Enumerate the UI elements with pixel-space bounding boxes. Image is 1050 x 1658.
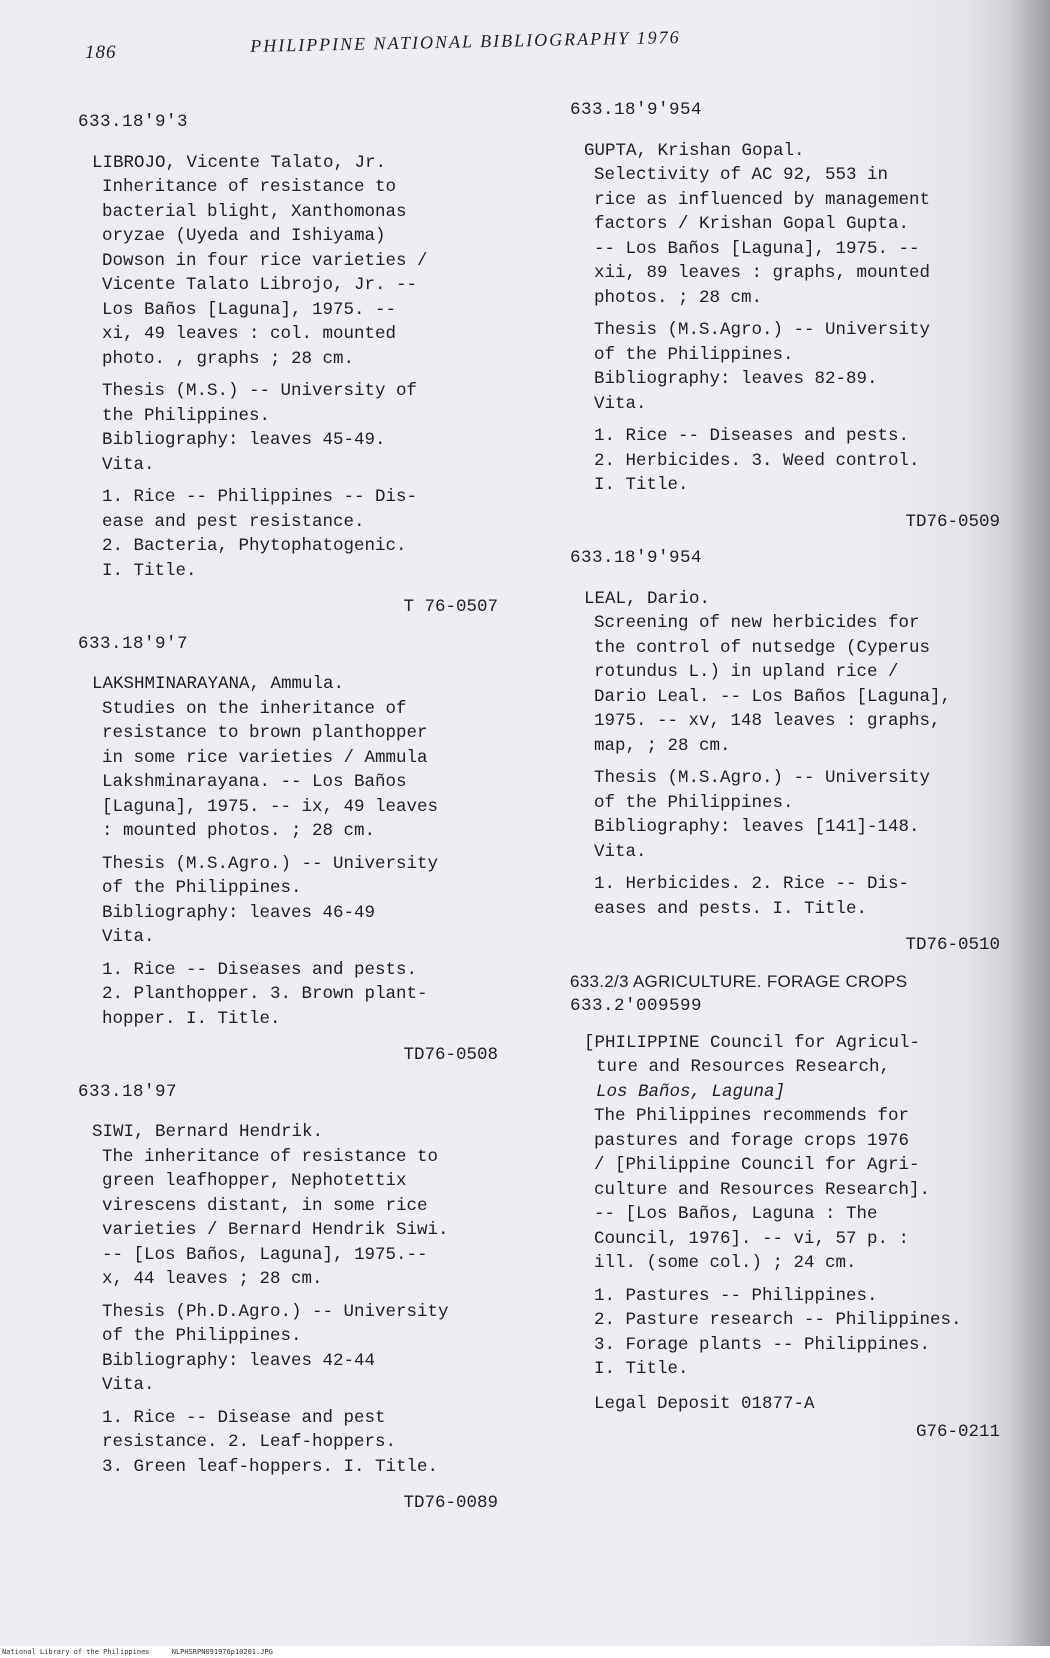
notes [102, 852, 508, 950]
notes [594, 318, 1010, 416]
subject-line: 1. Rice -- Philippines -- Dis- [102, 487, 418, 507]
subject-line: 3. Green leaf-hoppers. I. Title. [102, 1456, 439, 1477]
subject-line: 2. Bacteria, Phytophatogenic. [102, 536, 407, 556]
note-line: Bibliography: leaves 42-44 [102, 1350, 376, 1371]
legal-deposit: Legal Deposit 01877-A [594, 1393, 815, 1414]
title-line: The inheritance of resistance to [102, 1146, 439, 1167]
entry-heading: LIBROJO, Vicente Talato, Jr. [92, 152, 387, 173]
right-column [570, 98, 1010, 1457]
record-id: T 76-0507 [403, 597, 498, 617]
note-line: Thesis (M.S.Agro.) -- University [594, 320, 931, 340]
subject-line: I. Title. [594, 475, 689, 495]
subject-line: ease and pest resistance. [102, 511, 365, 532]
title-line: Lakshminarayana. -- Los Baños [102, 772, 407, 792]
title-line: in some rice varieties / Ammula [102, 747, 428, 768]
title-line: xi, 49 leaves : col. mounted [102, 324, 397, 344]
subject-line: I. Title. [102, 560, 197, 581]
entry-heading: GUPTA, Krishan Gopal. [584, 140, 805, 161]
subject-line: 1. Pastures -- Philippines. [594, 1285, 878, 1306]
note-line: Vita. [594, 841, 647, 862]
title-line: x, 44 leaves ; 28 cm. [102, 1269, 323, 1289]
title-statement [102, 1145, 508, 1292]
title-line: bacterial blight, Xanthomonas [102, 201, 407, 222]
footer-strip [0, 1646, 1050, 1658]
catalog-entry [78, 632, 508, 1068]
title-line: -- Los Baños [Laguna], 1975. -- [594, 238, 920, 259]
title-line: varieties / Bernard Hendrik Siwi. [102, 1220, 449, 1240]
footer-file-name: NLPHSRPN091976p10201.JPG [171, 1648, 273, 1656]
catalog-entry [570, 546, 1010, 958]
record-id: TD76-0508 [403, 1045, 498, 1065]
subject-line: resistance. 2. Leaf-hoppers. [102, 1432, 397, 1452]
title-line: culture and Resources Research]. [594, 1179, 931, 1200]
notes [594, 766, 1010, 864]
record-id: TD76-0089 [403, 1493, 498, 1513]
class-number: 633.18'9'7 [78, 633, 189, 654]
entry-heading: LAKSHMINARAYANA, Ammula. [92, 674, 345, 694]
section-heading: 633.2/3 AGRICULTURE. FORAGE CROPS [570, 971, 908, 991]
class-number: 633.2'009599 [570, 996, 703, 1016]
running-title: PHILIPPINE NATIONAL BIBLIOGRAPHY 1976 [250, 26, 681, 56]
title-line: : mounted photos. ; 28 cm. [102, 821, 376, 841]
title-line: photos. ; 28 cm. [594, 287, 763, 308]
note-line: of the Philippines. [594, 344, 794, 365]
entry-heading: SIWI, Bernard Hendrik. [92, 1122, 324, 1142]
subject-line: 1. Rice -- Diseases and pests. [594, 426, 910, 446]
title-line: -- [Los Baños, Laguna], 1975.-- [102, 1244, 428, 1265]
note-line: Bibliography: leaves 82-89. [594, 369, 878, 389]
catalog-entry [78, 110, 508, 620]
title-line: ill. (some col.) ; 24 cm. [594, 1253, 857, 1273]
subject-tracings [594, 1284, 1010, 1382]
subject-line: 2. Planthopper. 3. Brown plant- [102, 984, 428, 1004]
note-line: Vita. [102, 454, 155, 475]
heading-line: ture and Resources Research, [596, 1057, 891, 1077]
entry-heading: LEAL, Dario. [584, 588, 711, 609]
title-line: rotundus L.) in upland rice / [594, 662, 899, 682]
title-line: oryzae (Uyeda and Ishiyama) [102, 226, 386, 246]
note-line: Thesis (Ph.D.Agro.) -- University [102, 1301, 449, 1322]
class-number: 633.18'9'3 [78, 112, 189, 132]
title-line: -- [Los Baños, Laguna : The [594, 1204, 878, 1224]
title-statement [102, 175, 508, 371]
title-line: Selectivity of AC 92, 553 in [594, 165, 889, 185]
note-line: Bibliography: leaves 45-49. [102, 430, 386, 450]
note-line: Thesis (M.S.Agro.) -- University [102, 853, 439, 874]
title-line: Los Baños [Laguna], 1975. -- [102, 299, 397, 320]
title-line: Studies on the inheritance of [102, 698, 407, 719]
subject-line: 1. Rice -- Diseases and pests. [102, 959, 418, 980]
title-statement [102, 697, 508, 844]
note-line: of the Philippines. [594, 792, 794, 813]
title-line: The Philippines recommends for [594, 1106, 910, 1126]
note-line: Vita. [594, 393, 647, 414]
title-line: xii, 89 leaves : graphs, mounted [594, 263, 931, 283]
title-line: Dowson in four rice varieties / [102, 250, 428, 271]
title-line: the control of nutsedge (Cyperus [594, 637, 931, 658]
entry-heading [584, 1031, 1010, 1105]
footer-library: National Library of the Philippines [2, 1648, 150, 1656]
title-statement [594, 611, 1010, 758]
subject-line: 1. Herbicides. 2. Rice -- Dis- [594, 874, 910, 894]
note-line: Thesis (M.S.) -- University of [102, 381, 418, 401]
note-line: Vita. [102, 1375, 155, 1395]
title-line: Vicente Talato Librojo, Jr. -- [102, 275, 418, 295]
title-line: Dario Leal. -- Los Baños [Laguna], [594, 686, 952, 707]
note-line: Thesis (M.S.Agro.) -- University [594, 768, 931, 788]
title-line: / [Philippine Council for Agri- [594, 1155, 920, 1175]
title-statement [594, 163, 1010, 310]
note-line: Vita. [102, 927, 155, 947]
title-line: Council, 1976]. -- vi, 57 p. : [594, 1228, 910, 1249]
subject-line: 1. Rice -- Disease and pest [102, 1407, 386, 1428]
note-line: Bibliography: leaves 46-49 [102, 902, 376, 923]
catalog-entry [78, 1080, 508, 1516]
title-line: map, ; 28 cm. [594, 735, 731, 756]
record-id: TD76-0509 [905, 511, 1000, 532]
record-id: G76-0211 [915, 1422, 1000, 1442]
title-line: factors / Krishan Gopal Gupta. [594, 214, 910, 234]
subject-line: 3. Forage plants -- Philippines. [594, 1334, 931, 1355]
page-number: 186 [85, 42, 117, 63]
class-number: 633.18'9'954 [570, 548, 703, 568]
subject-tracings [102, 1406, 508, 1480]
subject-line: eases and pests. I. Title. [594, 898, 868, 919]
subject-tracings [102, 485, 508, 583]
notes [102, 1300, 508, 1398]
notes [102, 379, 508, 477]
note-line: of the Philippines. [102, 878, 302, 898]
title-line: green leafhopper, Nephotettix [102, 1171, 407, 1191]
title-line: Inheritance of resistance to [102, 177, 397, 197]
subject-tracings [102, 958, 508, 1032]
class-number: 633.18'9'954 [570, 100, 703, 120]
note-line: Bibliography: leaves [141]-148. [594, 817, 920, 837]
catalog-entry [570, 970, 1010, 1445]
subject-line: hopper. I. Title. [102, 1008, 281, 1029]
title-line: 1975. -- xv, 148 leaves : graphs, [594, 711, 941, 731]
subject-line: 2. Herbicides. 3. Weed control. [594, 450, 920, 471]
note-line: of the Philippines. [102, 1326, 302, 1346]
heading-line: [PHILIPPINE Council for Agricul- [584, 1032, 921, 1053]
title-statement [594, 1104, 1010, 1276]
note-line: the Philippines. [102, 405, 271, 426]
catalog-entry [570, 98, 1010, 534]
record-id: TD76-0510 [905, 935, 1000, 955]
title-line: [Laguna], 1975. -- ix, 49 leaves [102, 796, 439, 817]
title-line: rice as influenced by management [594, 189, 931, 210]
title-line: Screening of new herbicides for [594, 613, 920, 633]
title-line: resistance to brown planthopper [102, 723, 428, 743]
title-line: pastures and forage crops 1976 [594, 1130, 910, 1151]
heading-line: Los Baños, Laguna] [596, 1081, 786, 1102]
class-number: 633.18'97 [78, 1081, 178, 1102]
title-line: virescens distant, in some rice [102, 1195, 428, 1216]
subject-line: I. Title. [594, 1359, 689, 1379]
subject-tracings [594, 872, 1010, 921]
subject-tracings [594, 424, 1010, 498]
title-line: photo. , graphs ; 28 cm. [102, 348, 355, 369]
subject-line: 2. Pasture research -- Philippines. [594, 1310, 962, 1330]
left-column [78, 110, 508, 1528]
